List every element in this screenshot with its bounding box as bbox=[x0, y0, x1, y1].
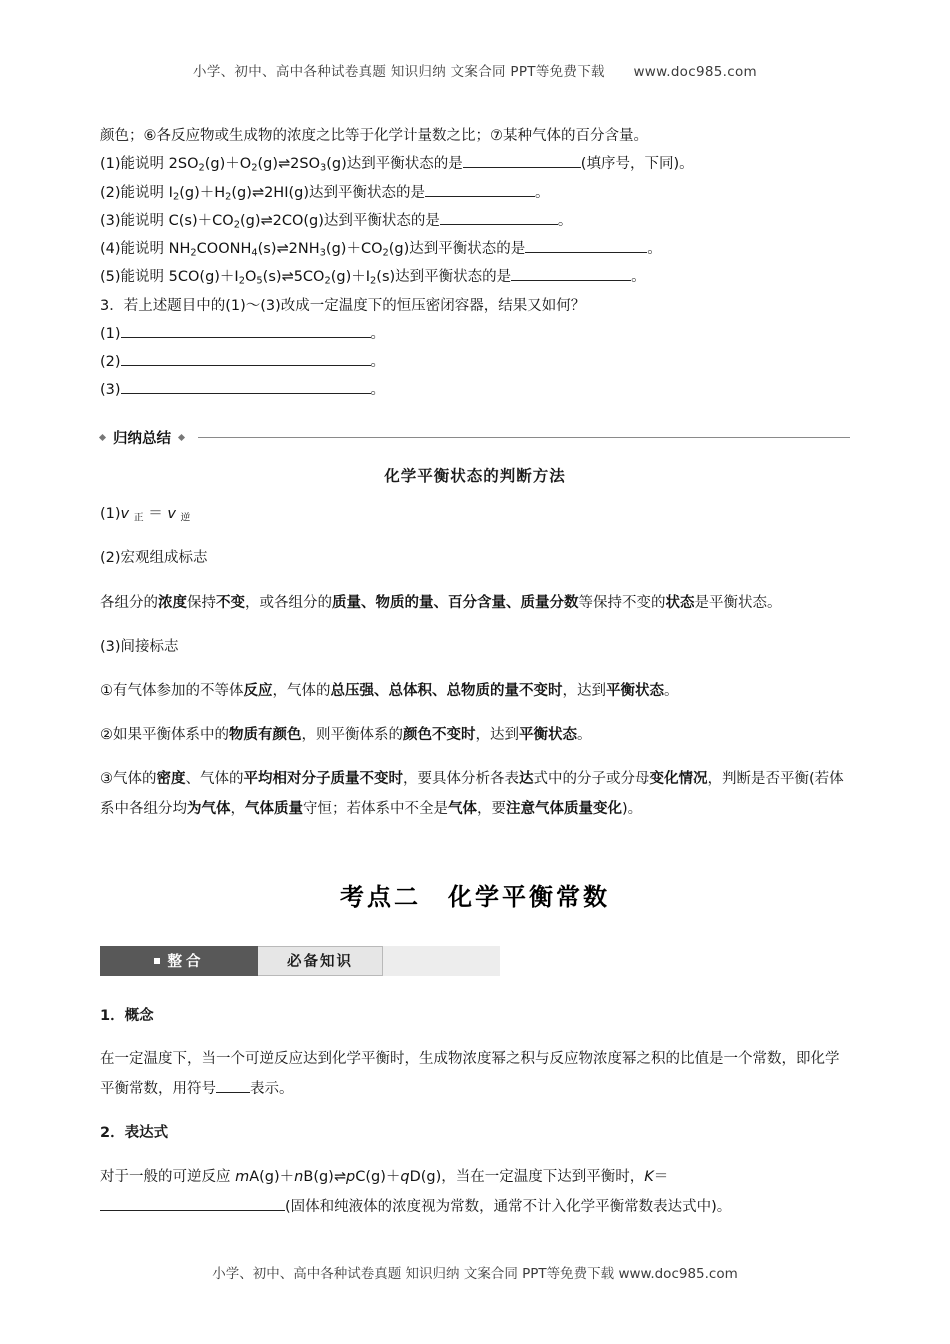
question-4-text: (4)能说明 $NH_2COONH_4(s)\rightleftharpoons 2NH_3(g)+CO_2(g)$达到平衡状态的是 bbox=[100, 241, 526, 259]
tag-integrate-label: 整合 bbox=[167, 954, 205, 971]
question-item-1 bbox=[100, 150, 850, 178]
concept-text bbox=[100, 1045, 850, 1104]
question-item-2 bbox=[100, 179, 850, 207]
tag-tail bbox=[383, 946, 500, 976]
summary-item-5: ①有气体参加的不等体反应，气体的总压强、总体积、总物质的量不变时，达到平衡状态。 bbox=[100, 683, 679, 700]
summary-section-header bbox=[100, 427, 850, 448]
answer-blank[interactable] bbox=[525, 252, 647, 253]
concept-heading: 1．概念 bbox=[100, 1007, 154, 1024]
answer-blank[interactable] bbox=[440, 224, 558, 225]
question-item-4 bbox=[100, 235, 850, 263]
answer-line-2 bbox=[100, 348, 850, 376]
question-1-text: (1)能说明 $2SO_2(g)+O_2(g)\rightleftharpoons 2SO_3(g)$达到平衡状态的是 bbox=[100, 156, 463, 174]
concept-text-post: 表示。 bbox=[250, 1081, 294, 1098]
question-3-text: (3)能说明 $C(s)+CO_2(g)\rightleftharpoons 2CO(g)$达到平衡状态的是 bbox=[100, 212, 440, 231]
watermark-text: 小学、初中、高中各种试卷真题 知识归纳 文案合同 PPT等免费下载 bbox=[193, 64, 605, 80]
answer-label: (3) bbox=[100, 382, 121, 399]
concept-text-pre: 在一定温度下，当一个可逆反应达到化学平衡时，生成物浓度幂之积与反应物浓度幂之积的比值是一个常数，即化学平衡常数，用符号 bbox=[100, 1051, 840, 1098]
knowledge-tag-bar bbox=[100, 946, 500, 976]
question-2-suffix: 。 bbox=[535, 184, 550, 201]
paragraph-intro: 颜色；⑥各反应物或生成物的浓度之比等于化学计量数之比；⑦某种气体的百分含量。 bbox=[100, 128, 648, 144]
answer-period: 。 bbox=[370, 382, 386, 399]
summary-item-4: (3)间接标志 bbox=[100, 638, 179, 655]
summary-item-7: ③气体的密度、气体的平均相对分子质量不变时，要具体分析各表达式中的分子或分母变化情况，判断是否平衡(若体系中各组分均为气体，气体质量守恒；若体系中不全是气体，要注意气体质量变化)。 bbox=[100, 771, 844, 818]
answer-blank[interactable] bbox=[121, 365, 371, 366]
summary-item-1: (1)v $_正$ ＝ v $_逆$ bbox=[100, 506, 191, 524]
watermark-url: www.doc985.com bbox=[618, 1266, 738, 1283]
summary-title: 化学平衡状态的判断方法 bbox=[384, 466, 566, 485]
question-item-3-main: 3．若上述题目中的(1)～(3)改成一定温度下的恒压密闭容器，结果又如何？ bbox=[100, 297, 586, 314]
answer-period: 。 bbox=[370, 325, 386, 342]
summary-tag-label: 归纳总结 bbox=[113, 430, 171, 447]
answer-label: (1) bbox=[100, 325, 121, 342]
question-4-suffix: 。 bbox=[647, 241, 662, 258]
question-5-suffix: 。 bbox=[631, 269, 646, 286]
answer-blank[interactable] bbox=[121, 337, 371, 338]
chapter-heading: 考点二 化学平衡常数 bbox=[340, 882, 610, 911]
answer-line-3 bbox=[100, 376, 850, 404]
diamond-icon bbox=[178, 434, 185, 441]
answer-blank[interactable] bbox=[121, 393, 371, 394]
watermark-bottom bbox=[100, 1262, 850, 1282]
summary-item-2: (2)宏观组成标志 bbox=[100, 550, 208, 567]
tag-integrate bbox=[100, 946, 258, 976]
tag-essential-knowledge: 必备知识 bbox=[258, 946, 383, 976]
question-1-suffix: (填序号，下同)。 bbox=[580, 156, 694, 173]
expression-post: (固体和纯液体的浓度视为常数，通常不计入化学平衡常数表达式中)。 bbox=[285, 1198, 732, 1215]
question-5-text: (5)能说明 $5CO(g)+I_2O_5(s)\rightleftharpoons 5CO_2(g)+I_2(s)$达到平衡状态的是 bbox=[100, 269, 512, 287]
answer-blank[interactable] bbox=[463, 167, 581, 168]
diamond-icon bbox=[99, 434, 106, 441]
summary-item-6: ②如果平衡体系中的物质有颜色，则平衡体系的颜色不变时，达到平衡状态。 bbox=[100, 727, 592, 744]
watermark-text: 小学、初中、高中各种试卷真题 知识归纳 文案合同 PPT等免费下载 bbox=[212, 1266, 615, 1283]
question-2-text: (2)能说明 $I_2(g)+H_2(g)\rightleftharpoons 2HI(g)$达到平衡状态的是 bbox=[100, 184, 426, 202]
answer-label: (2) bbox=[100, 354, 121, 371]
expression-text bbox=[100, 1163, 850, 1222]
summary-item-3: 各组分的浓度保持不变，或各组分的质量、物质的量、百分含量、质量分数等保持不变的状态是平衡状态。 bbox=[100, 594, 782, 611]
square-bullet-icon bbox=[154, 958, 160, 964]
watermark-top bbox=[100, 60, 850, 80]
watermark-url: www.doc985.com bbox=[633, 64, 757, 80]
answer-blank[interactable] bbox=[216, 1092, 250, 1093]
divider bbox=[198, 437, 850, 438]
expression-heading: 2．表达式 bbox=[100, 1125, 169, 1142]
answer-blank[interactable] bbox=[425, 196, 535, 197]
answer-period: 。 bbox=[370, 354, 386, 371]
question-3-suffix: 。 bbox=[557, 212, 573, 229]
answer-line-1 bbox=[100, 320, 850, 348]
answer-blank[interactable] bbox=[511, 280, 631, 281]
answer-blank[interactable] bbox=[100, 1210, 285, 1211]
question-item-5 bbox=[100, 263, 850, 291]
question-item-3 bbox=[100, 207, 850, 235]
expression-pre: 对于一般的可逆反应 mA(g)＋nB(g)⇌pC(g)＋qD(g)，当在一定温度下达到平衡时，K＝ bbox=[100, 1168, 669, 1185]
